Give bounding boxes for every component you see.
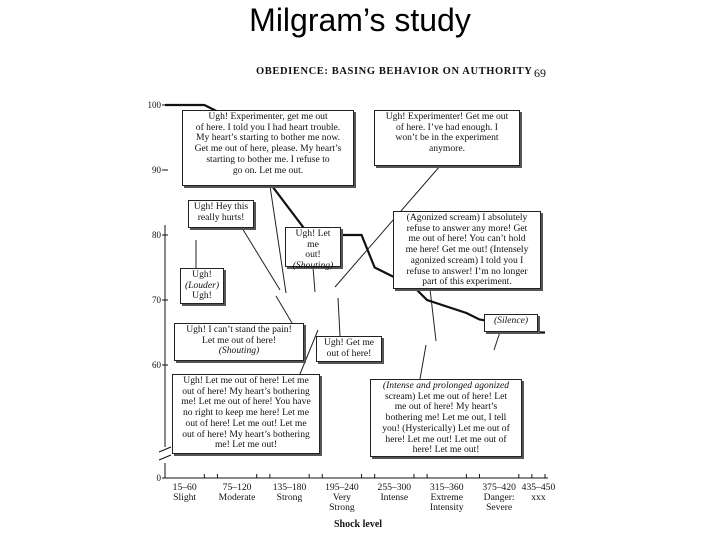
callout-line: Ugh! Let me out of here! Let me <box>183 375 309 386</box>
callout-line: me! Let me out! <box>214 439 278 451</box>
x-category-label: Strong <box>276 492 303 503</box>
callout-line: Ugh! <box>192 290 212 302</box>
callout-cant-stand-pain <box>174 323 304 361</box>
x-range-label: 195–240 <box>325 482 359 493</box>
callout-line: out of here! My heart’s bothering <box>182 428 310 440</box>
callout-line: starting to bother me. I refuse to <box>206 153 330 165</box>
callout-line: of here. I’ve had enough. I <box>395 121 499 133</box>
callout-agonized-scream <box>393 211 541 289</box>
callout-line: won’t be in the experiment <box>395 132 499 144</box>
x-category-label: Moderate <box>218 492 256 503</box>
callout-heart-bothering <box>172 374 320 454</box>
callout-leader <box>494 332 500 350</box>
callout-line: out of here! My heart’s bothering <box>182 385 310 397</box>
callout-line: Ugh! <box>192 269 212 280</box>
callout-line: out of here! Let me out! Let me <box>185 417 307 429</box>
x-range-label: 135–180 <box>272 482 307 493</box>
x-category-label: Intensity <box>429 502 464 513</box>
callout-line: you! (Hysterically) Let me out of <box>382 422 510 434</box>
callout-really-hurts <box>188 200 254 228</box>
callout-line: here! Let me out! <box>412 444 480 456</box>
x-category-label: Extreme <box>430 492 463 503</box>
x-category-label: Intense <box>380 492 409 503</box>
page-header: OBEDIENCE: BASING BEHAVIOR ON AUTHORITY <box>256 66 533 77</box>
callout-line: me here! Get me out! (Intensely <box>405 244 529 256</box>
callout-line: me! Let me out of here! You have <box>181 396 311 408</box>
callout-line: really hurts! <box>197 211 245 223</box>
x-range-label: 315–360 <box>429 482 464 493</box>
callout-line: Ugh! Hey this <box>193 201 249 212</box>
y-tick-label: 70 <box>152 295 161 305</box>
callout-line: (Intense and prolonged agonized <box>382 380 510 391</box>
callout-line: out! <box>305 249 321 261</box>
callout-line: me out of here! My heart’s <box>394 401 498 413</box>
callout-get-me-out <box>316 336 382 362</box>
x-range-label: 435–450 <box>521 482 556 493</box>
callout-had-enough <box>374 110 520 166</box>
x-category-label: Very <box>332 492 351 503</box>
callout-line: (Shouting) <box>292 260 334 272</box>
callout-line: no right to keep me here! Let me <box>182 407 309 419</box>
callout-line: refuse to answer! I’m no longer <box>406 265 528 277</box>
callout-leader <box>242 228 280 290</box>
x-category-label: Strong <box>329 502 355 513</box>
callout-heart-trouble <box>182 110 354 186</box>
y-tick-label: 0 <box>156 473 161 483</box>
x-category-label: Danger: <box>483 492 515 503</box>
x-range-label: 255–300 <box>377 482 412 493</box>
callout-louder <box>180 268 224 304</box>
axis-break-mark <box>159 455 171 460</box>
callout-line: (Louder) <box>184 279 220 291</box>
callout-line: scream) Let me out of here! Let <box>385 390 507 402</box>
x-range-label: 15–60 <box>172 482 197 493</box>
callout-silence <box>484 314 538 332</box>
x-axis-label: Shock level <box>334 519 383 530</box>
callout-leader <box>430 289 436 341</box>
x-range-label: 375–420 <box>482 482 516 493</box>
callout-line: agonized scream) I told you I <box>410 254 524 266</box>
x-category-label: Severe <box>486 502 513 513</box>
callout-line: Ugh! Get me <box>323 337 375 348</box>
y-tick-label: 80 <box>152 230 161 240</box>
callout-line: Let me out of here! <box>201 334 277 346</box>
page-number: 69 <box>534 66 546 80</box>
x-category-label: xxx <box>531 492 546 503</box>
callout-line: of here. I told you I had heart trouble. <box>195 121 341 133</box>
axis-break-mark <box>159 447 171 452</box>
callout-let-me-out <box>285 227 341 272</box>
callout-line: bothering me! Let me out, I tell <box>385 412 507 424</box>
callout-line: (Shouting) <box>218 345 260 357</box>
y-tick-label: 100 <box>147 100 161 110</box>
callout-line: Ugh! Experimenter! Get me out <box>385 111 509 122</box>
callout-line: refuse to answer any more! Get <box>406 222 528 234</box>
y-tick-label: 60 <box>152 360 161 370</box>
callout-line: here! Let me out! Let me out of <box>385 433 507 445</box>
callout-line: Ugh! Let me <box>295 228 331 250</box>
callout-leader <box>338 298 340 336</box>
callout-line: me out of here! You can’t hold <box>408 233 526 245</box>
callout-line: (Silence) <box>493 315 529 326</box>
callout-line: Ugh! Experimenter, get me out <box>208 111 328 122</box>
x-range-label: 75–120 <box>222 482 252 493</box>
callout-line: Ugh! I can’t stand the pain! <box>186 324 292 335</box>
callout-prolonged-scream <box>370 379 522 457</box>
callout-line: out of here! <box>326 347 372 359</box>
x-category-label: Slight <box>173 492 197 503</box>
y-tick-label: 90 <box>152 165 161 175</box>
callout-line: part of this experiment. <box>422 276 512 288</box>
callout-line: go on. Let me out. <box>232 164 304 176</box>
callout-line: (Agonized scream) I absolutely <box>406 212 528 223</box>
callout-line: anymore. <box>429 143 465 155</box>
callout-line: My heart’s starting to bother me now. <box>195 132 341 144</box>
callout-line: Get me out of here, please. My heart’s <box>194 143 342 155</box>
slide-title: Milgram’s study <box>249 2 471 38</box>
callout-leader <box>276 296 292 323</box>
callout-leader <box>420 345 426 379</box>
